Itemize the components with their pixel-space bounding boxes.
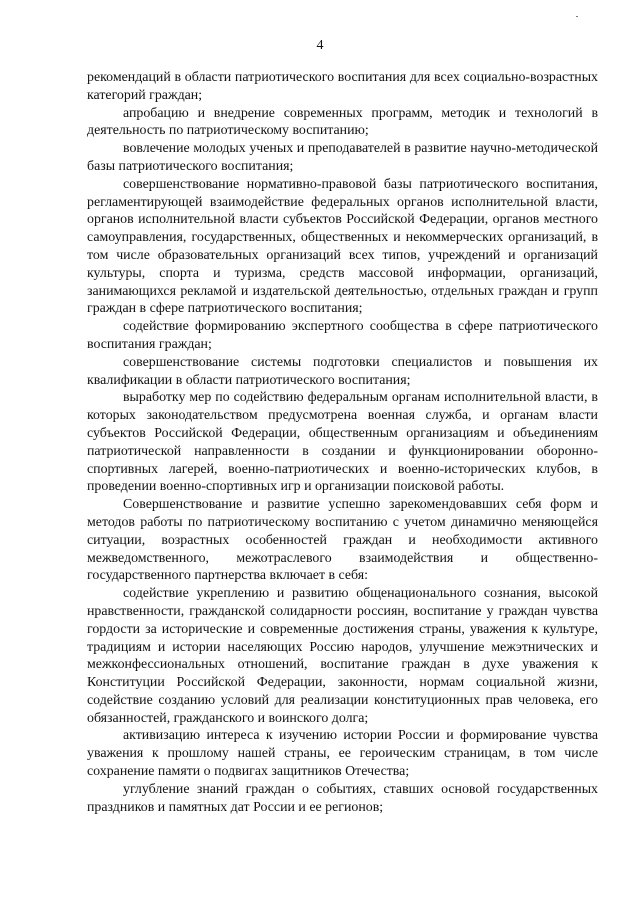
paragraph: совершенствование нормативно-правовой базы патриотического воспитания, регламентирующей взаимодействие федеральных органов исполнительной власти, органов исполнительной власти субъектов Российской Федерации, органов местного самоуправления, государственных, общественных и некоммерческих организаций, в том числе образовательных организаций всех типов, учреждений и организаций культуры, спорта и туризма, средств массовой информации, организаций, занимающихся рекламой и издательской деятельностью, отдельных граждан и групп граждан в сфере патриотического воспитания;	[87, 176, 598, 317]
paragraph: выработку мер по содействию федеральным органам исполнительной власти, в которых законодательством предусмотрена военная служба, и органам власти субъектов Российской Федерации, общественным организациям и объединениям патриотической направленности в создании и функционировании оборонно-спортивных лагерей, военно-патриотических и военно-исторических клубов, в проведении военно-спортивных игр и организации поисковой работы.	[87, 390, 598, 495]
page-number: 4	[316, 38, 324, 53]
scan-mark	[576, 16, 578, 17]
paragraph: совершенствование системы подготовки специалистов и повышения их квалификации в области патриотического воспитания;	[87, 354, 598, 388]
paragraph: рекомендаций в области патриотического воспитания для всех социально-возрастных категорий граждан;	[87, 70, 598, 103]
paragraph: Совершенствование и развитие успешно зарекомендовавших себя форм и методов работы по патриотическому воспитанию с учетом динамично меняющейся ситуации, возрастных особенностей граждан и необходимости активного межведомственного, межотраслевого взаимодействия и общественно-государственного партнерства включает в себя:	[87, 497, 598, 584]
paragraph: вовлечение молодых ученых и преподавателей в развитие научно-методической базы патриотического воспитания;	[87, 141, 598, 174]
paragraph: углубление знаний граждан о событиях, ставших основой государственных праздников и памятных дат России и ее регионов;	[87, 781, 598, 815]
paragraph: апробацию и внедрение современных программ, методик и технологий в деятельность по патриотическому воспитанию;	[87, 105, 598, 139]
paragraph: содействие укреплению и развитию общенационального сознания, высокой нравственности, гражданской солидарности россиян, воспитание у граждан чувства гордости за исторические и современные достижения страны, уважения к культуре, традициям и истории населяющих Россию народов, улучшение межэтнических и межконфессиональных отношений, воспитание граждан в духе уважения к Конституции Российской Федерации, законности, нормам социальной жизни, содействие созданию условий для реализации конституционных прав человека, его обязанностей, гражданского и воинского долга;	[87, 586, 598, 726]
paragraph: содействие формированию экспертного сообщества в сфере патриотического воспитания граждан;	[87, 319, 598, 352]
body-text	[87, 69, 598, 816]
paragraph: активизацию интереса к изучению истории России и формирование чувства уважения к прошлому нашей страны, ее героическим страницам, в том числе сохранение памяти о подвигах защитников Отечества;	[87, 728, 598, 780]
